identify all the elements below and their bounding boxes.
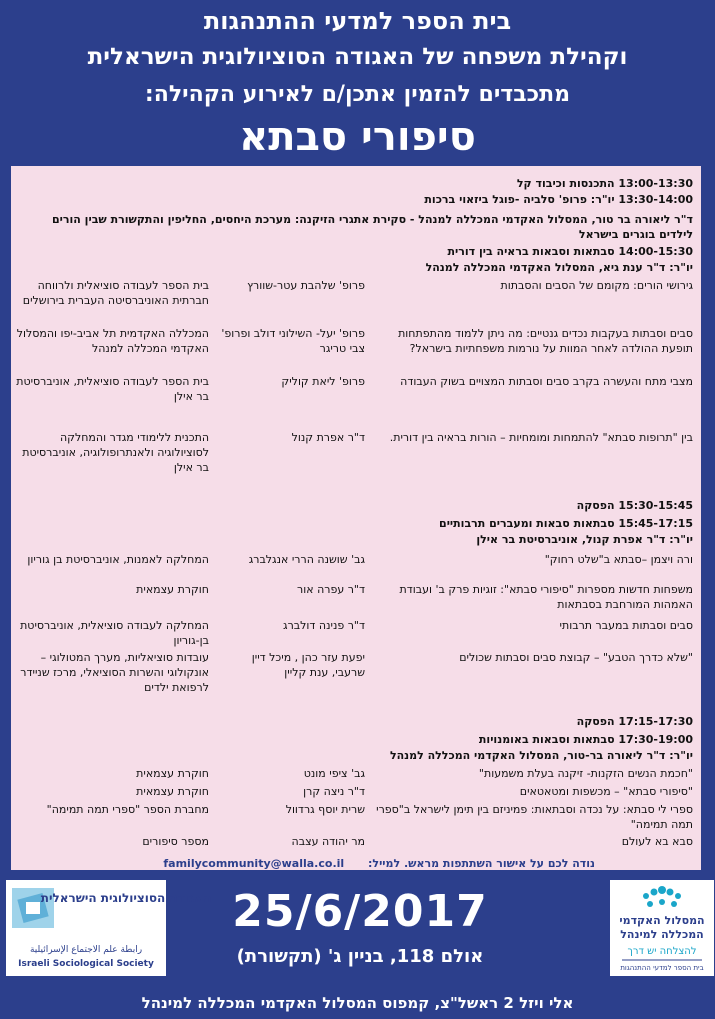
header-line-2: וקהילת משפחה של האגודה הסוציולוגית הישראלית [87, 44, 628, 70]
program-speaker: מר יהודה עצבה [291, 835, 365, 848]
program-topic: מצבי מתח והעשרה בקרב סבים וסבתות המצויים בשוק העבודה [400, 375, 693, 388]
program-topic: סבים וסבתות במעבר תרבותי [559, 619, 693, 632]
program-affiliation: בית הספר לעבודה סוציאלית, אוניברסיטת בר אילן [16, 375, 209, 403]
program-topic: 14:00-15:30 סבתאות וסבאות בראיה בין דורית [447, 245, 693, 258]
program-topic: יו"ר: ד"ר ענת גיא, המסלול האקדמי המכללה למנהל [425, 261, 693, 274]
program-affiliation: התכנית ללימודי מגדר והמחלקה לסוציולוגיה ולאנתרופולוגיה, אוניברסיטת בר אילן [22, 431, 209, 474]
program-topic: 15:45-17:15 סבתאות סבאות ומעברים תרבותיים [439, 517, 693, 530]
program-affiliation: בית הספר לעבודה סוציאלית ולרווחה חברתית האוניברסיטה העברית בירושלים [22, 279, 209, 307]
rsvp-text: נודה לכם על אישור השתתפות מראש. למייל: [368, 857, 595, 870]
society-emblem-icon [6, 880, 212, 976]
program-topic: סבים וסבתות בעקבות נכדים גנטיים: מה ניתן ללמוד מהתפתחות תופעת ההולדה לאחר המוות על נורמות משפחתיות בישראל? [398, 327, 693, 355]
program-topic: ספרי לי סבתא: על נכדה וסבתאות: פמיניזם בין תימן לישראל ב"ספרי תמה תמימה" [376, 803, 693, 831]
program-affiliation: מספר סיפורים [142, 835, 209, 848]
program-speaker: ד"ר פנינה דולברג [283, 619, 365, 632]
event-hall: אולם 118, בניין ג' (תקשורת) [236, 946, 484, 967]
program-affiliation: המכללה האקדמית תל אביב-יפו והמסלול האקדמי המכללה למנהל [16, 327, 209, 355]
program-speaker: יפעת עזר כהן , מיכל דיין שרעבי, ענת קליין [251, 651, 365, 679]
program-speaker: שרית יוסף גרדוול [285, 803, 365, 816]
program-speaker: פרופ' יעל- השילוני דולב ופרופ' צבי טריגר [221, 327, 365, 355]
program-topic: בין "תרופות סבתא" להתמחות ומומחיות – הורות בראיה בין דורית. [389, 431, 693, 444]
program-affiliation: חוקרת עצמאית [136, 767, 209, 780]
program-speaker: גב' ציפי מונט [303, 767, 365, 780]
program-topic: סבא בא לעולם [621, 835, 693, 848]
header [0, 0, 715, 166]
program-speaker: גב' שושנה הררי אנגלברג [248, 553, 365, 566]
header-line-3: מתכבדים להזמין אתכן/ם לאירוע הקהילה: [144, 82, 571, 107]
program-topic: 17:30-19:00 סבתאות וסבאות באומנויות [478, 733, 693, 746]
college-logo [610, 880, 714, 976]
society-name-he: האגודה הסוציולוגית הישראלית [40, 891, 212, 905]
program-topic: "חכמת הנשים הזקנות- זיקנה בעלת משמעות" [478, 767, 693, 780]
program-affiliation: חוקרת עצמאית [136, 583, 209, 596]
college-name-1: המסלול האקדמי [619, 914, 705, 927]
rsvp-note [163, 857, 595, 870]
college-school: בית הספר למדעי ההתנהגות [620, 964, 704, 972]
event-date: 25/6/2017 [232, 886, 488, 937]
program-affiliation: המחלקה לאמנות, אוניברסיטת בן גוריון [27, 553, 209, 566]
event-title: סיפורי סבתא [239, 114, 476, 160]
program-topic: 15:30-15:45 הפסקה [576, 499, 693, 512]
header-line-1: בית הספר למדעי ההתנהגות [203, 7, 512, 35]
program-affiliation: חוקרת עצמאית [136, 785, 209, 798]
event-address: אלי ויזל 2 ראשל"צ, קמפוס המסלול האקדמי המכללה למינהל [141, 994, 574, 1012]
program-topic: יו"ר: ד"ר ליאורה בר-טור, המסלול האקדמי המכללה למנהל [389, 749, 693, 762]
program-schedule [9, 166, 703, 872]
program-affiliation: המחלקה לעבודה סוציאלית, אוניברסיטת בן-גוריון [20, 619, 209, 647]
program-topic: 13:00-13:30 התכנסות וכיבוד קל [516, 177, 693, 190]
program-affiliation: עובדות סוציאליות, מערך המטולוגי – אונקולוגי והשרות הסוציאלי, מרכז שניידר לרפואת ילדים [20, 651, 209, 694]
college-dots-icon [610, 880, 714, 976]
program-topic: ורה ויצמן –סבתא ב"שלט רחוק" [544, 553, 693, 566]
program-topic: גירושי הורים: מקומם של הסבים והסבתות [500, 279, 693, 292]
program-speaker: פרופ' שלהבת עטר-שוורץ [247, 279, 365, 292]
program-topic: 17:15-17:30 הפסקה [576, 715, 693, 728]
society-name-en: Israeli Sociological Society [18, 959, 154, 969]
college-slogan: להצלחה יש דרך [627, 946, 697, 957]
program-affiliation: מחברת הספר "ספרי תמה תמימה" [46, 803, 209, 816]
college-name-2: המכללה למינהל [620, 928, 704, 941]
program-speaker: ד"ר עפרה אור [297, 583, 365, 596]
program-topic: 13:30-14:00 יו"ר: פרופ' סלביה -פוגל ביזאוי ברכות [424, 193, 693, 206]
sociological-society-logo [6, 880, 212, 976]
program-speaker: ד"ר ניצה קרן [303, 785, 365, 798]
program-topic: "סיפורי סבתא" – מכשפות ומטאטאים [519, 785, 693, 798]
program-speaker: פרופ' ליאת קוליק [281, 375, 365, 388]
society-name-ar: رابطة علم الاجتماع الإسرائيلية [29, 945, 143, 955]
program-topic: "שלא כדרך הטבע" – קבוצת סבים וסבתות שכולים [459, 651, 693, 664]
rsvp-email[interactable]: familycommunity@walla.co.il [163, 857, 345, 870]
program-topic: משפחות חדשות מספרות "סיפורי סבתא": זוגיות פרק ב' ועבודת האמהות המורחבת בסבתאות [399, 583, 693, 611]
program-text: ד"ר ליאורה בר טור, המסלול האקדמי המכללה למנהל - סקירת אתגרי הזיקנה: מערכת היחסים, החליפין והתקשורת שבין הורים לילדים בוגרים בישראל [52, 213, 693, 241]
program-topic: יו"ר: ד"ר אפרת קנול, אוניברסיטת בר אילן [476, 533, 693, 546]
program-speaker: ד"ר אפרת קנול [291, 431, 365, 444]
